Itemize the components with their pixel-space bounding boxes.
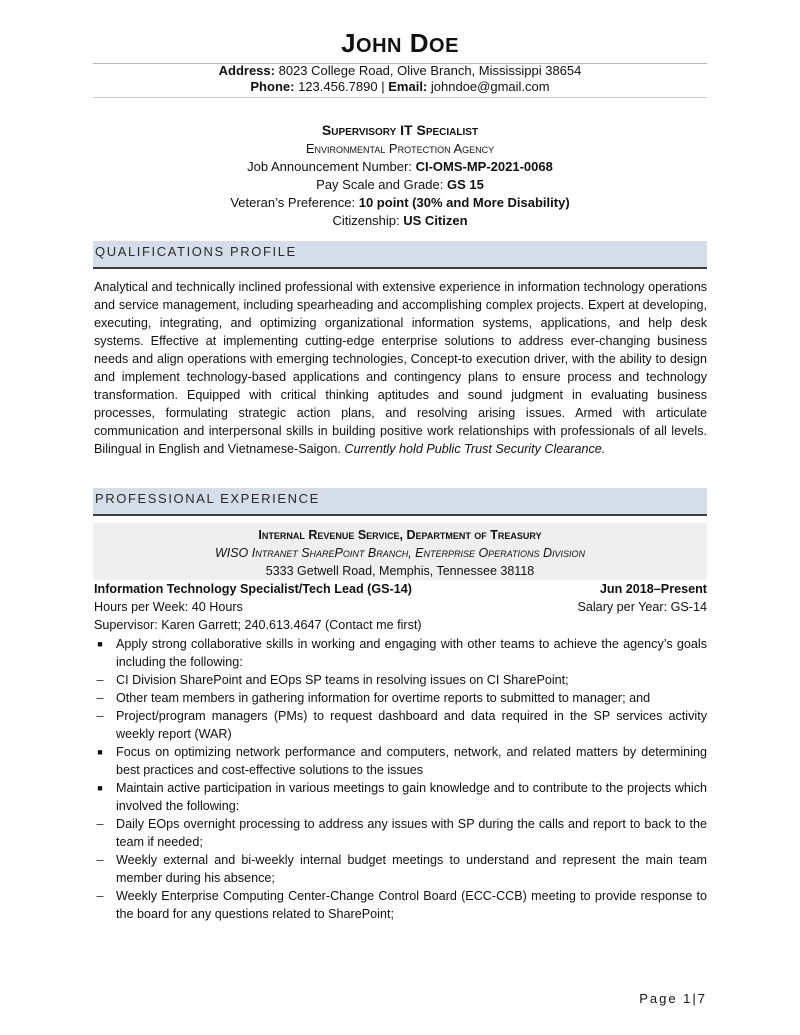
profile-body: Analytical and technically inclined professional with extensive experience in information technology operations and service management, including spearheading and accomplishing complex projects. Expert at developing, executing, integrating, and optimizing organizational information systems, applications, and help desk systems. Effective at implementing cutting-edge enterprise solutions to address ever-changing business needs and align operations with emerging technologies, Concept-to execution driver, with the ability to design and implement technology-based applications and contingency plans to ensure process and technology transformation. Equipped with critical thinking aptitudes and sound judgment in evaluating business processes, formulating strategic action plans, and resolving arising issues. Armed with articulate communication and interpersonal skills in building positive work relationships with professionals of all levels. Bilingual in English and Vietnamese-Saigon. — [94, 280, 707, 456]
supervisor-row — [94, 616, 707, 634]
duty-text: Project/program managers (PMs) to request dashboard and data required in the SP services activity weekly report (WAR) — [116, 709, 707, 741]
duty-item — [94, 707, 707, 743]
duty-text: Maintain active participation in various meetings to gain knowledge and to contribute to the projects which involved the following: — [116, 781, 707, 813]
phone-value: 123.456.7890 — [298, 79, 378, 94]
address-label: Address: — [218, 63, 275, 78]
pay-value: GS 15 — [446, 177, 484, 192]
duties-list — [94, 635, 707, 923]
duty-item — [94, 671, 707, 689]
duty-text: Focus on optimizing network performance and computers, network, and related matters by determining best practices and cost-effective solutions to the issues — [116, 745, 707, 777]
dash-bullet-icon: – — [96, 817, 104, 831]
contact-divider — [93, 97, 707, 98]
address-value: 8023 College Road, Olive Branch, Mississippi 38654 — [278, 63, 582, 78]
position-dates: Jun 2018–Present — [599, 582, 707, 596]
citizenship-line — [0, 212, 800, 230]
duty-text: CI Division SharePoint and EOps SP teams in resolving issues on CI SharePoint; — [116, 673, 569, 687]
duty-text: Weekly external and bi-weekly internal budget meetings to understand and represent the main team member during his absence; — [116, 853, 707, 885]
square-bullet-icon: ■ — [97, 639, 103, 649]
duty-item — [94, 689, 707, 707]
target-job-title: Supervisory IT Specialist — [321, 122, 479, 138]
duty-item — [94, 815, 707, 851]
supervisor-info: Supervisor: Karen Garrett; 240.613.4647 (Contact me first) — [94, 618, 422, 632]
square-bullet-icon: ■ — [97, 783, 103, 793]
clearance-note: Currently hold Public Trust Security Clearance. — [344, 442, 606, 456]
duty-text: Daily EOps overnight processing to address any issues with SP during the calls and report to back to the team if needed; — [116, 817, 707, 849]
announcement-line — [0, 158, 800, 176]
applicant-name — [0, 28, 800, 59]
name-last-initial: D — [409, 28, 430, 58]
duty-item — [94, 779, 707, 815]
name-first-rest: OHN — [356, 35, 402, 57]
veteran-line — [0, 194, 800, 212]
phone-label: Phone: — [250, 79, 295, 94]
duty-item — [94, 887, 707, 923]
veteran-label: Veteran’s Preference: — [230, 195, 356, 210]
dash-bullet-icon: – — [96, 853, 104, 867]
duty-text: Weekly Enterprise Computing Center-Change Control Board (ECC-CCB) meeting to provide response to the board for any questions related to SharePoint; — [116, 889, 707, 921]
duty-text: Apply strong collaborative skills in working and engaging with other teams to achieve the agency’s goals including the following: — [116, 637, 707, 669]
citizenship-value: US Citizen — [403, 213, 468, 228]
dash-bullet-icon: – — [96, 673, 104, 687]
qualifications-heading: QUALIFICATIONS PROFILE — [95, 244, 297, 259]
contact-separator: | — [381, 79, 385, 94]
position-title: Information Technology Specialist/Tech Lead (GS-14) — [94, 582, 412, 596]
dash-bullet-icon: – — [96, 691, 104, 705]
qualifications-profile-text — [94, 278, 707, 458]
contact-line — [0, 79, 800, 95]
experience-heading: PROFESSIONAL EXPERIENCE — [95, 491, 320, 506]
veteran-value: 10 point (30% and More Disability) — [358, 195, 570, 210]
square-bullet-icon: ■ — [97, 747, 103, 757]
pay-label: Pay Scale and Grade: — [316, 177, 444, 192]
address-line — [0, 63, 800, 79]
position-row — [94, 580, 707, 598]
salary-per-year: Salary per Year: GS-14 — [577, 600, 707, 614]
employer-name: Internal Revenue Service, Department of Treasury — [258, 528, 542, 542]
page-number: Page 1|7 — [639, 991, 707, 1006]
announcement-label: Job Announcement Number: — [247, 159, 412, 174]
employer-address: 5333 Getwell Road, Memphis, Tennessee 38118 — [265, 564, 535, 578]
target-agency: Environmental Protection Agency — [305, 141, 495, 156]
duty-text: Other team members in gathering information for overtime reports to submitted to manager; and — [116, 691, 651, 705]
employer-branch: WISO Intranet SharePoint Branch, Enterprise Operations Division — [214, 546, 586, 560]
hours-per-week: Hours per Week: 40 Hours — [94, 600, 243, 614]
email-label: Email: — [388, 79, 428, 94]
name-first-initial: J — [341, 28, 357, 58]
duty-item — [94, 743, 707, 779]
hours-row — [94, 598, 707, 616]
duty-item — [94, 851, 707, 887]
citizenship-label: Citizenship: — [332, 213, 400, 228]
dash-bullet-icon: – — [96, 709, 104, 723]
qualifications-section-header — [93, 241, 707, 269]
name-last-rest: OE — [429, 35, 459, 57]
announcement-value: CI-OMS-MP-2021-0068 — [415, 159, 553, 174]
experience-section-header — [93, 488, 707, 516]
email-value: johndoe@gmail.com — [430, 79, 550, 94]
duty-item — [94, 635, 707, 671]
pay-grade-line — [0, 176, 800, 194]
dash-bullet-icon: – — [96, 889, 104, 903]
